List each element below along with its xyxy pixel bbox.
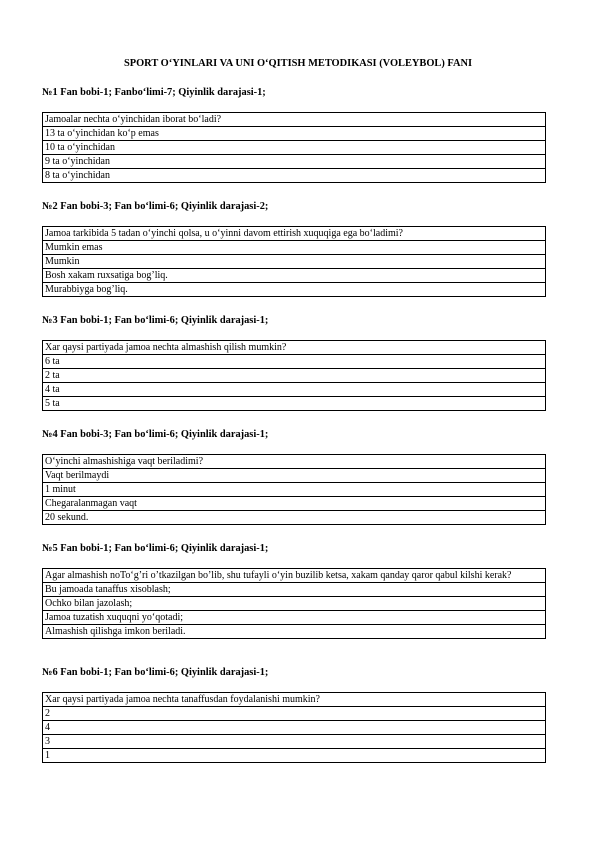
answer-row bbox=[43, 611, 546, 625]
answer-option: Vaqt berilmaydi bbox=[43, 469, 546, 483]
page-title: SPORT O‘YINLARI VA UNI O‘QITISH METODIKASI (VOLEYBOL) FANI bbox=[123, 58, 473, 69]
question-row bbox=[43, 693, 546, 707]
answer-option: Murabbiyga bog’liq. bbox=[43, 283, 546, 297]
answer-option: Mumkin bbox=[43, 255, 546, 269]
answer-option: 3 bbox=[43, 735, 546, 749]
answer-row bbox=[43, 283, 546, 297]
question-heading: №6 Fan bobi-1; Fan bo‘limi-6; Qiyinlik darajasi-1; bbox=[42, 667, 269, 678]
question-table bbox=[42, 226, 546, 297]
answer-option: Bosh xakam ruxsatiga bog’liq. bbox=[43, 269, 546, 283]
question-text: Jamoa tarkibida 5 tadan o‘yinchi qolsa, u o‘yinni davom ettirish xuquqiga ega bo‘ladimi? bbox=[43, 227, 546, 241]
answer-row bbox=[43, 127, 546, 141]
question-row bbox=[43, 455, 546, 469]
question-block-4 bbox=[42, 428, 546, 525]
answer-option: 2 bbox=[43, 707, 546, 721]
question-block-1 bbox=[42, 86, 546, 183]
question-heading: №3 Fan bobi-1; Fan bo‘limi-6; Qiyinlik darajasi-1; bbox=[42, 315, 269, 326]
question-heading: №4 Fan bobi-3; Fan bo‘limi-6; Qiyinlik darajasi-1; bbox=[42, 429, 269, 440]
question-block-5 bbox=[42, 542, 546, 639]
answer-row bbox=[43, 511, 546, 525]
answer-row bbox=[43, 707, 546, 721]
question-text: Xar qaysi partiyada jamoa nechta almashish qilish mumkin? bbox=[43, 341, 546, 355]
question-heading: №2 Fan bobi-3; Fan bo‘limi-6; Qiyinlik darajasi-2; bbox=[42, 201, 269, 212]
question-block-6 bbox=[42, 666, 546, 763]
question-text: Agar almashish noTo‘g’ri o’tkazilgan bo’lib, shu tufayli o‘yin buzilib ketsa, xakam qanday qaror qabul kilshi kerak? bbox=[43, 569, 546, 583]
question-table bbox=[42, 454, 546, 525]
question-heading: №1 Fan bobi-1; Fanbo‘limi-7; Qiyinlik darajasi-1; bbox=[42, 87, 266, 98]
answer-option: Bu jamoada tanaffus xisoblash; bbox=[43, 583, 546, 597]
answer-option: 2 ta bbox=[43, 369, 546, 383]
answer-row bbox=[43, 625, 546, 639]
answer-row bbox=[43, 155, 546, 169]
answer-row bbox=[43, 369, 546, 383]
answer-row bbox=[43, 397, 546, 411]
question-table bbox=[42, 692, 546, 763]
question-table bbox=[42, 340, 546, 411]
answer-option: 10 ta o‘yinchidan bbox=[43, 141, 546, 155]
answer-option: 13 ta o‘yinchidan ko‘p emas bbox=[43, 127, 546, 141]
answer-row bbox=[43, 483, 546, 497]
answer-option: Jamoa tuzatish xuquqni yo‘qotadi; bbox=[43, 611, 546, 625]
answer-row bbox=[43, 721, 546, 735]
answer-row bbox=[43, 749, 546, 763]
answer-row bbox=[43, 255, 546, 269]
answer-option: Ochko bilan jazolash; bbox=[43, 597, 546, 611]
answer-option: 8 ta o‘yinchidan bbox=[43, 169, 546, 183]
answer-row bbox=[43, 469, 546, 483]
answer-row bbox=[43, 241, 546, 255]
answer-option: 9 ta o‘yinchidan bbox=[43, 155, 546, 169]
answer-option: 4 ta bbox=[43, 383, 546, 397]
answer-row bbox=[43, 169, 546, 183]
question-heading: №5 Fan bobi-1; Fan bo‘limi-6; Qiyinlik darajasi-1; bbox=[42, 543, 269, 554]
answer-option: 5 ta bbox=[43, 397, 546, 411]
answer-option: 6 ta bbox=[43, 355, 546, 369]
question-text: Xar qaysi partiyada jamoa nechta tanaffusdan foydalanishi mumkin? bbox=[43, 693, 546, 707]
question-table bbox=[42, 112, 546, 183]
answer-option: 1 minut bbox=[43, 483, 546, 497]
answer-row bbox=[43, 583, 546, 597]
answer-row bbox=[43, 383, 546, 397]
question-table bbox=[42, 568, 546, 639]
question-row bbox=[43, 341, 546, 355]
answer-option: Mumkin emas bbox=[43, 241, 546, 255]
question-block-3 bbox=[42, 314, 546, 411]
answer-row bbox=[43, 355, 546, 369]
answer-row bbox=[43, 597, 546, 611]
question-block-2 bbox=[42, 200, 546, 297]
question-row bbox=[43, 227, 546, 241]
answer-option: Almashish qilishga imkon beriladi. bbox=[43, 625, 546, 639]
question-text: O‘yinchi almashishiga vaqt beriladimi? bbox=[43, 455, 546, 469]
answer-row bbox=[43, 269, 546, 283]
answer-option: 20 sekund. bbox=[43, 511, 546, 525]
question-row bbox=[43, 113, 546, 127]
answer-option: 1 bbox=[43, 749, 546, 763]
answer-row bbox=[43, 735, 546, 749]
question-text: Jamoalar nechta o‘yinchidan iborat bo‘ladi? bbox=[43, 113, 546, 127]
answer-row bbox=[43, 141, 546, 155]
answer-option: Chegaralanmagan vaqt bbox=[43, 497, 546, 511]
question-row bbox=[43, 569, 546, 583]
answer-option: 4 bbox=[43, 721, 546, 735]
answer-row bbox=[43, 497, 546, 511]
